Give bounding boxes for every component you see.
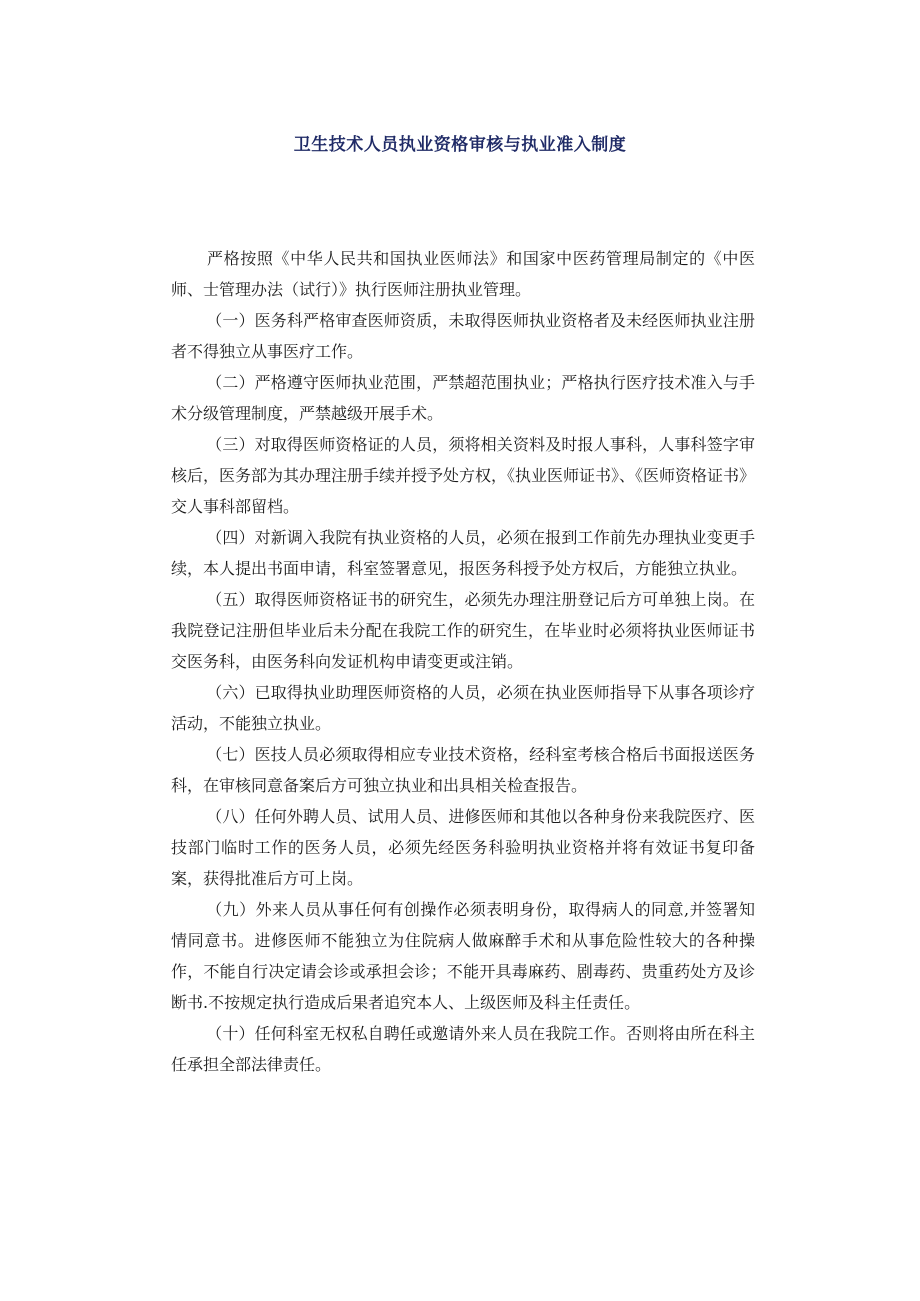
rule-item-9: （九）外来人员从事任何有创操作必须表明身份，取得病人的同意,并签署知情同意书。进修医师不能独立为住院病人做麻醉手术和从事危险性较大的各种操作，不能自行决定请会诊或承担会诊；不能开具毒麻药、剧毒药、贵重药处方及诊断书.不按规定执行造成后果者追究本人、上级医师及科主任责任。 xyxy=(171,900,755,1012)
rule-item-10: （十）任何科室无权私自聘任或邀请外来人员在我院工作。否则将由所在科主任承担全部法律责任。 xyxy=(171,1024,755,1074)
rule-item-7: （七）医技人员必须取得相应专业技术资格，经科室考核合格后书面报送医务科，在审核同意备案后方可独立执业和出具相关检查报告。 xyxy=(171,745,755,795)
rule-item-2: （二）严格遵守医师执业范围，严禁超范围执业；严格执行医疗技术准入与手术分级管理制度，严禁越级开展手术。 xyxy=(171,373,755,423)
intro-paragraph: 严格按照《中华人民共和国执业医师法》和国家中医药管理局制定的《中医师、士管理办法（试行）》执行医师注册执业管理。 xyxy=(171,249,755,299)
rule-item-8: （八）任何外聘人员、试用人员、进修医师和其他以各种身份来我院医疗、医技部门临时工作的医务人员，必须先经医务科验明执业资格并将有效证书复印备案，获得批准后方可上岗。 xyxy=(171,807,755,888)
rule-item-1: （一）医务科严格审查医师资质，未取得医师执业资格者及未经医师执业注册者不得独立从事医疗工作。 xyxy=(171,311,755,361)
rule-item-3: （三）对取得医师资格证的人员，须将相关资料及时报人事科，人事科签字审核后，医务部为其办理注册手续并授予处方权，《执业医师证书》、《医师资格证书》交人事科部留档。 xyxy=(171,435,756,516)
document-title: 卫生技术人员执业资格审核与执业准入制度 xyxy=(293,135,627,155)
rule-item-6: （六）已取得执业助理医师资格的人员，必须在执业医师指导下从事各项诊疗活动，不能独立执业。 xyxy=(171,683,755,733)
rule-item-5: （五）取得医师资格证书的研究生，必须先办理注册登记后方可单独上岗。在我院登记注册但毕业后未分配在我院工作的研究生，在毕业时必须将执业医师证书交医务科，由医务科向发证机构申请变更或注销。 xyxy=(171,590,755,671)
document-body xyxy=(171,243,755,1080)
rule-item-4: （四）对新调入我院有执业资格的人员，必须在报到工作前先办理执业变更手续，本人提出书面申请，科室签署意见，报医务科授予处方权后，方能独立执业。 xyxy=(171,528,755,578)
